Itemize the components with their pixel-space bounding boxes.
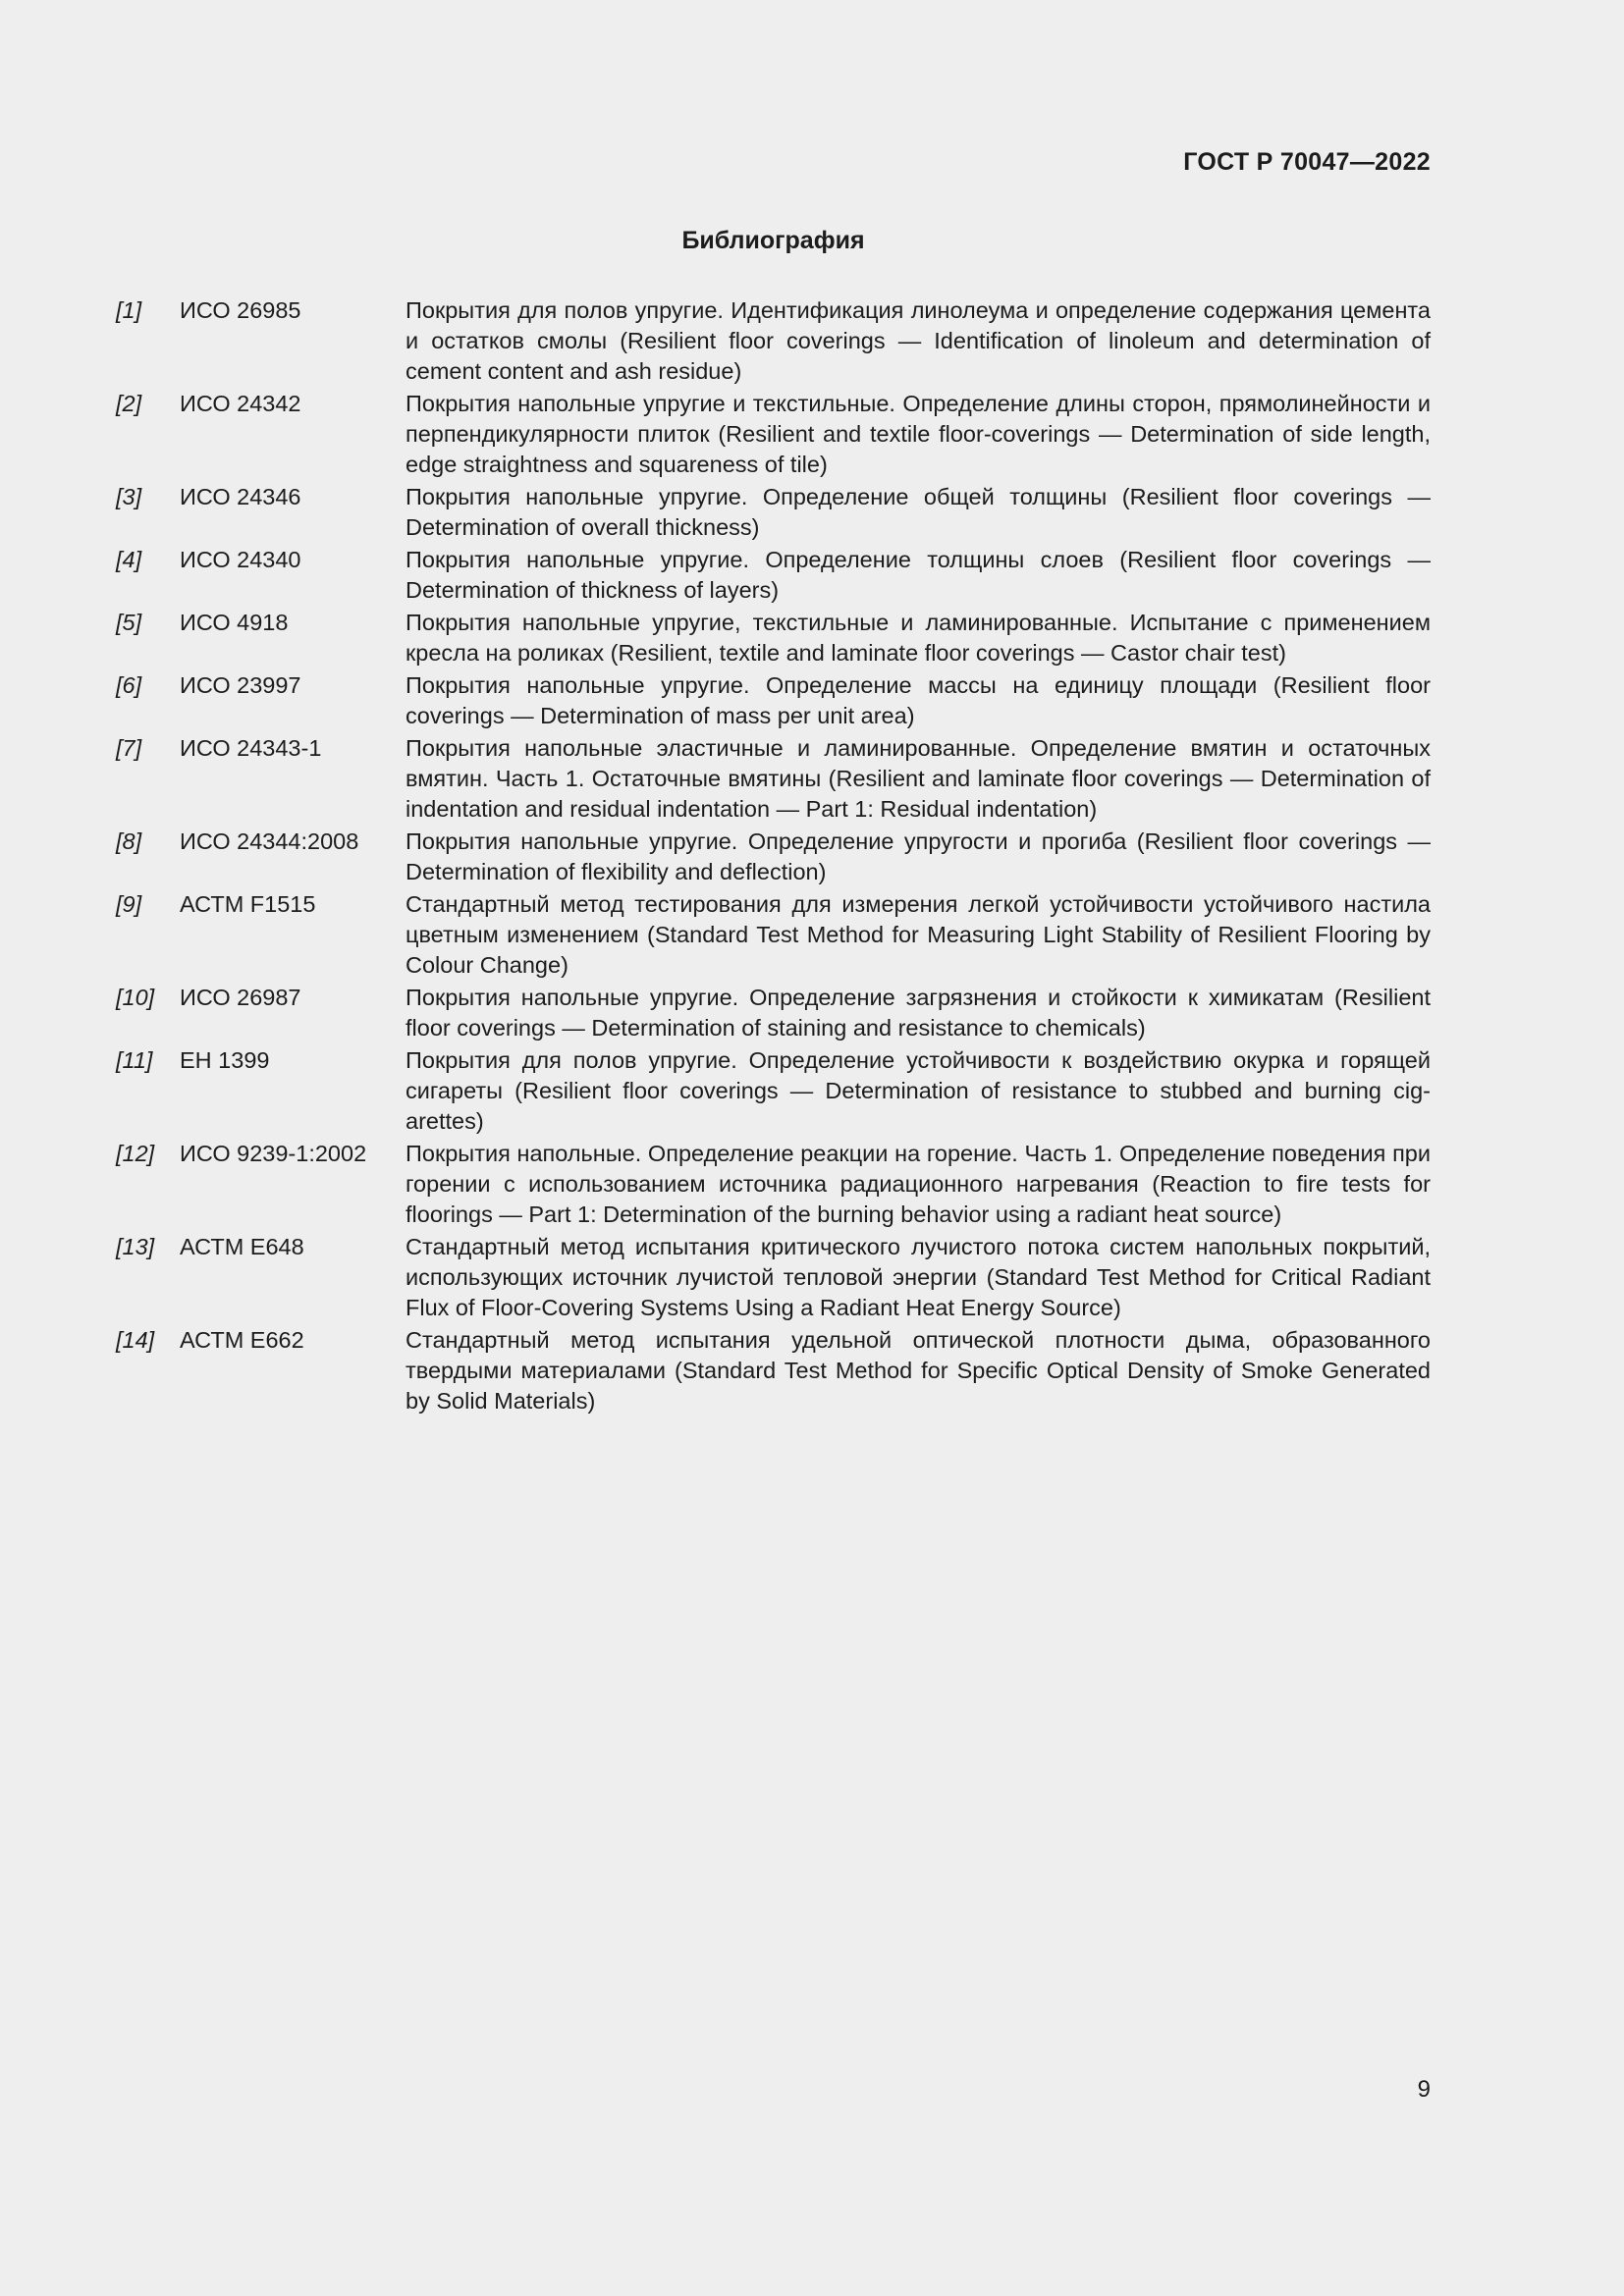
entry-number: [8] (116, 828, 142, 854)
bibliography-entry (116, 1045, 1431, 1137)
entry-standard-code: ИСО 24343-1 (180, 735, 322, 761)
entry-number: [11] (116, 1047, 153, 1073)
entry-description: Покрытия напольные эластичные и ламинированные. Определение вмятин и остаточных вмятин. Часть 1. Остаточные вмятины (Resilient and laminate floor coverings — Determination of indentation and residual indentation — Part 1: Residual indentation) (406, 735, 1431, 822)
entry-description: Покрытия напольные упругие. Определение загрязнения и стойкости к химикатам (Resilient floor coverings — Determination of staining and resistance to chemicals) (406, 985, 1431, 1041)
bibliography-entry (116, 827, 1431, 887)
bibliography-entry (116, 1139, 1431, 1230)
bibliography-list (116, 295, 1431, 1418)
entry-number: [9] (116, 891, 142, 917)
page-number: 9 (1417, 2076, 1431, 2103)
entry-standard-code: АСТМ E662 (180, 1327, 304, 1353)
document-code: ГОСТ Р 70047—2022 (1183, 148, 1431, 176)
entry-standard-code: ИСО 24342 (180, 391, 301, 416)
bibliography-entry (116, 1232, 1431, 1323)
bibliography-entry (116, 670, 1431, 731)
entry-number: [5] (116, 610, 142, 635)
page-title: Библиография (681, 227, 865, 254)
entry-number: [13] (116, 1234, 155, 1259)
entry-description: Покрытия напольные упругие. Определение массы на единицу площади (Resilient floor coverings — Determination of mass per unit area) (406, 672, 1431, 728)
bibliography-entry (116, 733, 1431, 825)
entry-standard-code: ИСО 23997 (180, 672, 301, 698)
entry-standard-code: ИСО 9239-1:2002 (180, 1141, 367, 1166)
bibliography-entry (116, 983, 1431, 1043)
entry-number: [6] (116, 672, 142, 698)
bibliography-entry (116, 545, 1431, 606)
entry-standard-code: ИСО 24344:2008 (180, 828, 359, 854)
entry-standard-code: ИСО 26985 (180, 297, 301, 323)
entry-description: Покрытия для полов упругие. Идентификация линолеума и определение содержания цемента и остатков смолы (Resilient floor coverings — Identification of linoleum and determination of cement content and ash residue) (406, 297, 1431, 384)
bibliography-entry (116, 295, 1431, 387)
entry-description: Покрытия напольные. Определение реакции на горение. Часть 1. Определение поведения при горении с использованием источника радиационного нагревания (Reaction to fire tests for floorings — Part 1: Determination of the burning behavior using a radiant heat source) (406, 1141, 1431, 1227)
bibliography-entry (116, 1325, 1431, 1416)
entry-number: [14] (116, 1327, 155, 1353)
entry-standard-code: АСТМ E648 (180, 1234, 304, 1259)
bibliography-entry (116, 889, 1431, 981)
entry-number: [4] (116, 547, 142, 572)
entry-standard-code: ИСО 24340 (180, 547, 301, 572)
entry-standard-code: ИСО 26987 (180, 985, 301, 1010)
bibliography-entry (116, 389, 1431, 480)
entry-number: [2] (116, 391, 142, 416)
entry-standard-code: ИСО 24346 (180, 484, 301, 509)
entry-standard-code: ЕН 1399 (180, 1047, 270, 1073)
entry-number: [3] (116, 484, 142, 509)
entry-number: [12] (116, 1141, 155, 1166)
entry-description: Покрытия напольные упругие. Определение толщины слоев (Resilient floor coverings — Determination of thickness of layers) (406, 547, 1431, 603)
bibliography-entry (116, 608, 1431, 668)
entry-number: [1] (116, 297, 142, 323)
entry-description: Стандартный метод испытания критического лучистого потока систем напольных покрытий, использующих источник лучистой тепловой энергии (Standard Test Method for Critical Radiant Flux of Floor-Covering Systems Using a Radiant Heat Energy Source) (406, 1234, 1431, 1320)
entry-description: Покрытия для полов упругие. Определение устойчивости к воздействию окурка и горящей сигареты (Resilient floor coverings — Determination of resistance to stubbed and burning cigarettes) (406, 1047, 1431, 1134)
bibliography-entry (116, 482, 1431, 543)
entry-description: Покрытия напольные упругие. Определение общей толщины (Resilient floor coverings — Determination of overall thickness) (406, 484, 1431, 540)
entry-description: Стандартный метод тестирования для измерения легкой устойчивости устойчивого настила цветным изменением (Standard Test Method for Measuring Light Stability of Resilient Flooring by Colour Change) (406, 891, 1431, 978)
entry-description: Стандартный метод испытания удельной оптической плотности дыма, образованного твердыми материалами (Standard Test Method for Specific Optical Density of Smoke Generated by Solid Materials) (406, 1327, 1431, 1414)
entry-description: Покрытия напольные упругие. Определение упругости и прогиба (Resilient floor coverings — Determination of flexibility and deflection) (406, 828, 1431, 884)
entry-standard-code: АСТМ F1515 (180, 891, 316, 917)
entry-standard-code: ИСО 4918 (180, 610, 289, 635)
entry-description: Покрытия напольные упругие и текстильные. Определение длины сторон, прямолинейности и перпендикулярности плиток (Resilient and textile floor-coverings — Determination of side length, edge straightness and squareness of tile) (406, 391, 1431, 477)
entry-number: [7] (116, 735, 142, 761)
entry-description: Покрытия напольные упругие, текстильные и ламинированные. Испытание с применением кресла на роликах (Resilient, textile and laminate floor coverings — Castor chair test) (406, 610, 1431, 666)
entry-number: [10] (116, 985, 155, 1010)
